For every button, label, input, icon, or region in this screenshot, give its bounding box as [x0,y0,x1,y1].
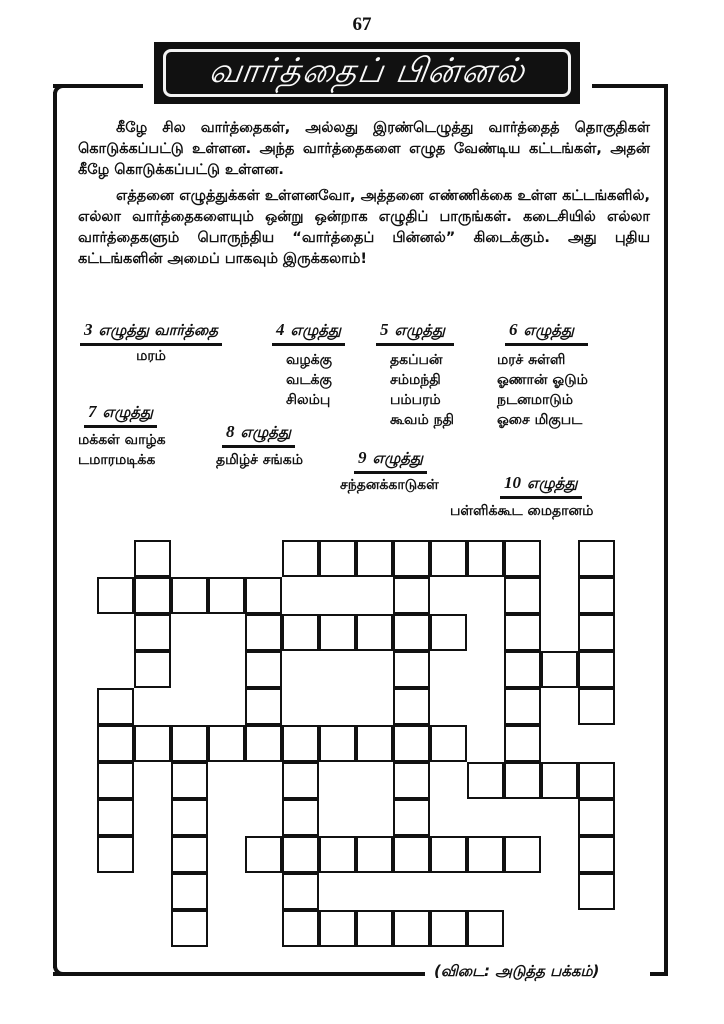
frame-bottom-right-line [650,972,668,976]
clue-word: சந்தனக்காடுகள் [340,477,439,493]
grid-cell[interactable] [393,651,430,688]
grid-cell[interactable] [578,540,615,577]
clue-group-5 [376,320,454,430]
grid-cell[interactable] [504,688,541,725]
word-list [216,448,303,470]
grid-cell[interactable] [504,725,541,762]
grid-cell[interactable] [467,540,504,577]
grid-cell[interactable] [208,725,245,762]
grid-cell[interactable] [430,540,467,577]
clue-heading [272,320,345,346]
grid-cell[interactable] [578,614,615,651]
grid-cell[interactable] [504,651,541,688]
clue-group-9 [340,448,439,495]
clue-word: கூவம் நதி [390,412,455,428]
clue-heading [222,422,295,448]
clue-group-6 [497,320,588,430]
grid-cell[interactable] [245,836,282,873]
grid-cell[interactable] [504,836,541,873]
clue-heading [505,320,588,346]
letter-count: 10 [504,473,521,492]
clue-word: சம்மந்தி [390,372,441,388]
clue-group-4 [272,320,345,410]
grid-cell[interactable] [97,836,134,873]
frame-left-line [53,92,57,968]
grid-cell[interactable] [171,725,208,762]
grid-cell[interactable] [393,688,430,725]
clue-word: நடனமாடும் [497,392,574,408]
grid-cell[interactable] [134,540,171,577]
clue-heading [376,320,454,346]
clue-word: பள்ளிக்கூட மைதானம் [450,503,594,519]
grid-cell[interactable] [171,873,208,910]
frame-bottom-line [53,972,425,976]
grid-cell[interactable] [245,725,282,762]
clue-word: தமிழ்ச் சங்கம் [216,452,304,468]
grid-cell[interactable] [245,688,282,725]
grid-cell[interactable] [504,540,541,577]
frame-right-line [664,84,668,976]
grid-cell[interactable] [171,799,208,836]
grid-cell[interactable] [467,910,504,947]
grid-cell[interactable] [393,540,430,577]
grid-cell[interactable] [134,614,171,651]
clue-heading [80,320,222,346]
instructions-paragraph-1 [78,118,650,181]
letter-count: 7 [88,402,97,421]
word-list [376,346,454,430]
clue-heading [84,402,157,428]
page-title: வார்த்தைப் பின்னல் [206,51,528,91]
word-list [497,346,588,430]
grid-cell[interactable] [282,836,319,873]
grid-cell[interactable] [319,540,356,577]
word-list [272,346,345,410]
clue-group-8 [216,422,303,470]
grid-cell[interactable] [356,836,393,873]
clue-word: சிலம்பு [286,392,331,408]
clue-word: பம்பரம் [390,392,441,408]
instruction-text: கீழே சில வார்த்தைகள், அல்லது இரண்டெழுத்து வார்த்தைத் தொகுதிகள் கொடுக்கப்பட்டு உள்ளன. அந்த வார்த்தைகளை எழுத வேண்டிய கட்டங்கள், அதன் கீழே கொடுக்கப்பட்டு உள்ளன. [78,120,650,178]
grid-cell[interactable] [467,762,504,799]
grid-cell[interactable] [245,651,282,688]
clue-word: மரச் சுள்ளி [497,352,566,368]
grid-cell[interactable] [282,762,319,799]
grid-cell[interactable] [467,836,504,873]
grid-cell[interactable] [578,577,615,614]
grid-cell[interactable] [319,725,356,762]
answer-note: (விடை: அடுத்த பக்கம்) [434,962,600,980]
grid-cell[interactable] [282,799,319,836]
grid-cell[interactable] [430,836,467,873]
grid-cell[interactable] [430,725,467,762]
clue-heading-label: எழுத்து [290,321,342,339]
grid-cell[interactable] [97,577,134,614]
grid-cell[interactable] [97,799,134,836]
grid-cell[interactable] [134,725,171,762]
grid-cell[interactable] [504,614,541,651]
clue-heading [500,473,582,499]
grid-cell[interactable] [578,836,615,873]
clue-word: டமாரமடிக்க [78,452,156,468]
grid-cell[interactable] [134,577,171,614]
grid-cell[interactable] [282,910,319,947]
grid-cell[interactable] [356,540,393,577]
grid-cell[interactable] [356,725,393,762]
grid-cell[interactable] [97,688,134,725]
grid-cell[interactable] [430,614,467,651]
grid-cell[interactable] [393,836,430,873]
clue-word: வழக்கு [286,352,332,368]
letter-count: 4 [276,320,285,339]
clue-heading-label: எழுத்து [394,321,446,339]
grid-cell[interactable] [319,614,356,651]
clue-group-10 [450,473,593,521]
letter-count: 6 [509,320,518,339]
grid-cell[interactable] [504,577,541,614]
letter-count: 9 [358,448,367,467]
grid-cell[interactable] [393,725,430,762]
grid-cell[interactable] [97,762,134,799]
letter-count: 3 [84,320,93,339]
clue-heading-label: எழுத்து [372,449,424,467]
grid-cell[interactable] [134,651,171,688]
clue-group-3 [80,320,222,366]
grid-cell[interactable] [319,836,356,873]
grid-cell[interactable] [208,577,245,614]
grid-cell[interactable] [245,577,282,614]
word-list [80,346,222,366]
grid-cell[interactable] [504,762,541,799]
clue-heading-label: எழுத்து வார்த்தை [98,321,218,339]
grid-cell[interactable] [578,651,615,688]
clue-word: தகப்பன் [390,352,443,368]
grid-cell[interactable] [282,873,319,910]
clue-heading-label: எழுத்து [240,423,292,441]
grid-cell[interactable] [171,577,208,614]
instructions-paragraph-2 [78,186,650,270]
grid-cell[interactable] [578,688,615,725]
instruction-text: எத்தனை எழுத்துக்கள் உள்ளனவோ, அத்தனை எண்ணிக்கை உள்ள கட்டங்களில், எல்லா வார்த்தைகளையும் ஒன்று ஒன்றாக எழுதிப் பாருங்கள். கடைசியில் எல்லா வார்த்தைகளும் பொருந்திய “வார்த்தைப் பின்னல்” கிடைக்கும். அது புதிய கட்டங்களின் அமைப் பாகவும் இருக்கலாம்! [78,188,650,267]
page-number: 67 [352,14,372,35]
grid-cell[interactable] [393,799,430,836]
grid-cell[interactable] [282,540,319,577]
clue-heading-label: எழுத்து [527,474,578,492]
clue-word: வடக்கு [286,372,332,388]
grid-cell[interactable] [393,614,430,651]
grid-cell[interactable] [393,577,430,614]
letter-count: 8 [226,422,235,441]
grid-cell[interactable] [282,614,319,651]
grid-cell[interactable] [356,910,393,947]
grid-cell[interactable] [578,873,615,910]
grid-cell[interactable] [171,836,208,873]
grid-cell[interactable] [578,762,615,799]
clue-heading-label: எழுத்து [523,321,575,339]
clue-heading-label: எழுத்து [102,403,154,421]
grid-cell[interactable] [578,799,615,836]
frame-top-left-line [53,84,143,88]
word-list [450,499,593,521]
title-banner [154,42,580,104]
clue-word: மக்கள் வாழ்க [78,432,166,448]
grid-cell[interactable] [282,725,319,762]
grid-cell[interactable] [430,910,467,947]
grid-cell[interactable] [393,762,430,799]
grid-cell[interactable] [171,910,208,947]
clue-heading [354,448,427,474]
grid-cell[interactable] [245,614,282,651]
word-list [78,428,166,470]
frame-top-right-line [592,84,664,88]
clue-group-7 [78,402,166,470]
word-list [340,474,439,495]
grid-cell[interactable] [171,762,208,799]
title-banner-frame [163,49,571,97]
grid-cell[interactable] [393,910,430,947]
clue-word: மரம் [136,348,166,364]
grid-cell[interactable] [541,651,578,688]
grid-cell[interactable] [356,614,393,651]
clue-word: ஓசை மிகுபட [497,412,583,428]
grid-cell[interactable] [319,910,356,947]
grid-cell[interactable] [541,762,578,799]
clue-word: ஓணான் ஓடும் [497,372,588,388]
letter-count: 5 [380,320,389,339]
grid-cell[interactable] [97,725,134,762]
